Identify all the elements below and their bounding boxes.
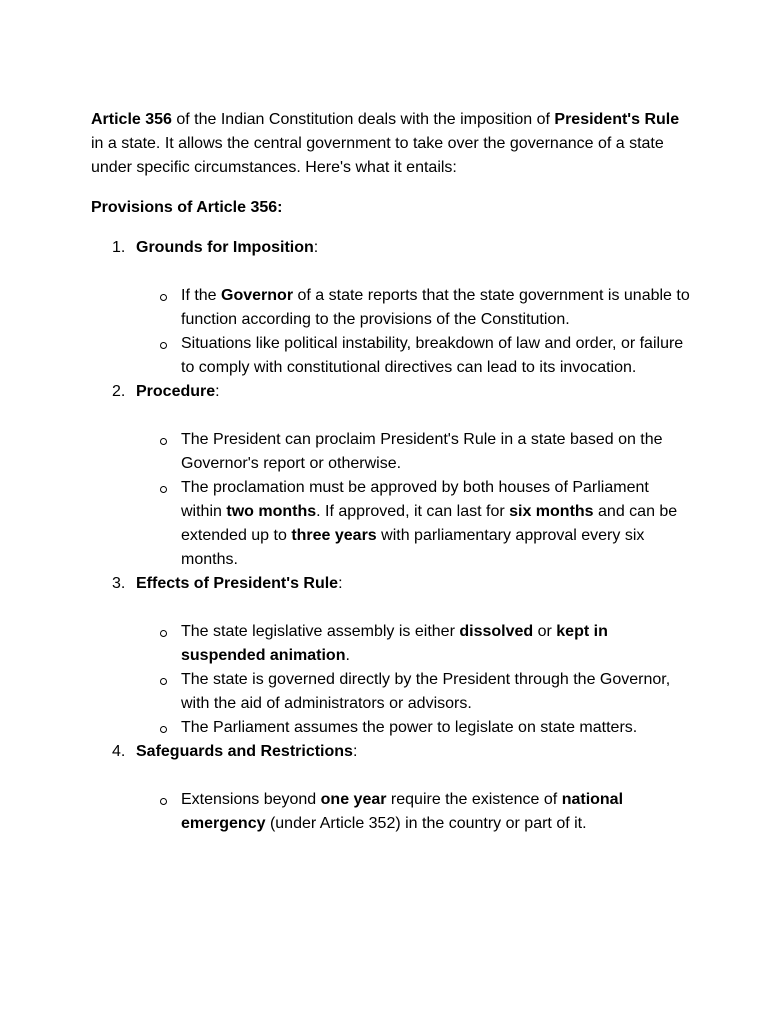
provision-title-suffix: : [215,383,220,400]
provision-item [91,740,691,836]
intro-paragraph [91,108,691,180]
list-item [136,668,691,716]
provisions-heading: Provisions of Article 356: [91,199,283,216]
hollow-circle-bullet-icon [160,438,167,445]
text-run: in a state. It allows the central government to take over the governance of a state under specific circumstances. Here's what it entails: [91,135,664,176]
bold-text: six months [509,503,594,520]
list-number: 1. [112,239,126,256]
provision-title-text: Safeguards and Restrictions [136,743,353,760]
provision-points [136,428,691,572]
text-run: Situations like political instability, breakdown of law and order, or failure to comply with constitutional directives can lead to its invocation. [181,335,684,376]
list-number: 2. [112,383,126,400]
list-number: 3. [112,575,126,592]
bold-text: one year [320,791,387,808]
provision-points [136,788,691,836]
hollow-circle-bullet-icon [160,726,167,733]
list-number: 4. [112,743,126,760]
provision-title [136,740,691,764]
text-run: The state legislative assembly is either [181,623,460,640]
bold-text: Governor [221,287,294,304]
bold-text: Article 356 [91,111,172,128]
text-run: Extensions beyond [181,791,321,808]
provision-title-text: Procedure [136,383,216,400]
provision-title [136,572,691,596]
text-run: of the Indian Constitution deals with the imposition of [171,111,555,128]
bold-text: national emergency [181,791,624,832]
list-item [136,284,691,332]
hollow-circle-bullet-icon [160,630,167,637]
list-item [136,476,691,572]
provisions-list [91,236,691,836]
text-run: If the [181,287,222,304]
hollow-circle-bullet-icon [160,486,167,493]
text-run: The proclamation must be approved by both houses of Parliament within [181,479,649,520]
bold-text: two months [226,503,317,520]
list-item [136,716,691,740]
text-run: (under Article 352) in the country or part of it. [265,815,587,832]
hollow-circle-bullet-icon [160,294,167,301]
provision-title-suffix: : [338,575,343,592]
text-run: and can be extended up to [181,503,678,544]
text-run: or [533,623,557,640]
hollow-circle-bullet-icon [160,678,167,685]
text-run: . [345,647,350,664]
provision-title-text: Effects of President's Rule [136,575,339,592]
provision-title-suffix: : [313,239,319,256]
hollow-circle-bullet-icon [160,342,167,349]
bold-text: President's Rule [554,111,680,128]
list-item [136,332,691,380]
provision-title [136,380,691,404]
text-run: The President can proclaim President's Rule in a state based on the Governor's report or otherwise. [181,431,663,472]
hollow-circle-bullet-icon [160,798,167,805]
text-run: The Parliament assumes the power to legislate on state matters. [181,719,638,736]
provision-item [91,380,691,572]
text-run: require the existence of [386,791,562,808]
provision-item [91,572,691,740]
provision-points [136,284,691,380]
list-item [136,620,691,668]
text-run: with parliamentary approval every six months. [181,527,645,568]
document-body [91,108,691,836]
provision-title-suffix: : [352,743,358,760]
provision-item [91,236,691,380]
provision-points [136,620,691,740]
text-run: The state is governed directly by the President through the Governor, with the aid of administrators or advisors. [181,671,671,712]
list-item [136,788,691,836]
text-run: of a state reports that the state government is unable to function according to the provisions of the Constitution. [181,287,690,328]
bold-text: three years [291,527,377,544]
provision-title [136,236,691,260]
provision-title-text: Grounds for Imposition [136,239,314,256]
bold-text: kept in suspended animation [181,623,608,664]
text-run: . If approved, it can last for [316,503,510,520]
bold-text: dissolved [459,623,534,640]
list-item [136,428,691,476]
